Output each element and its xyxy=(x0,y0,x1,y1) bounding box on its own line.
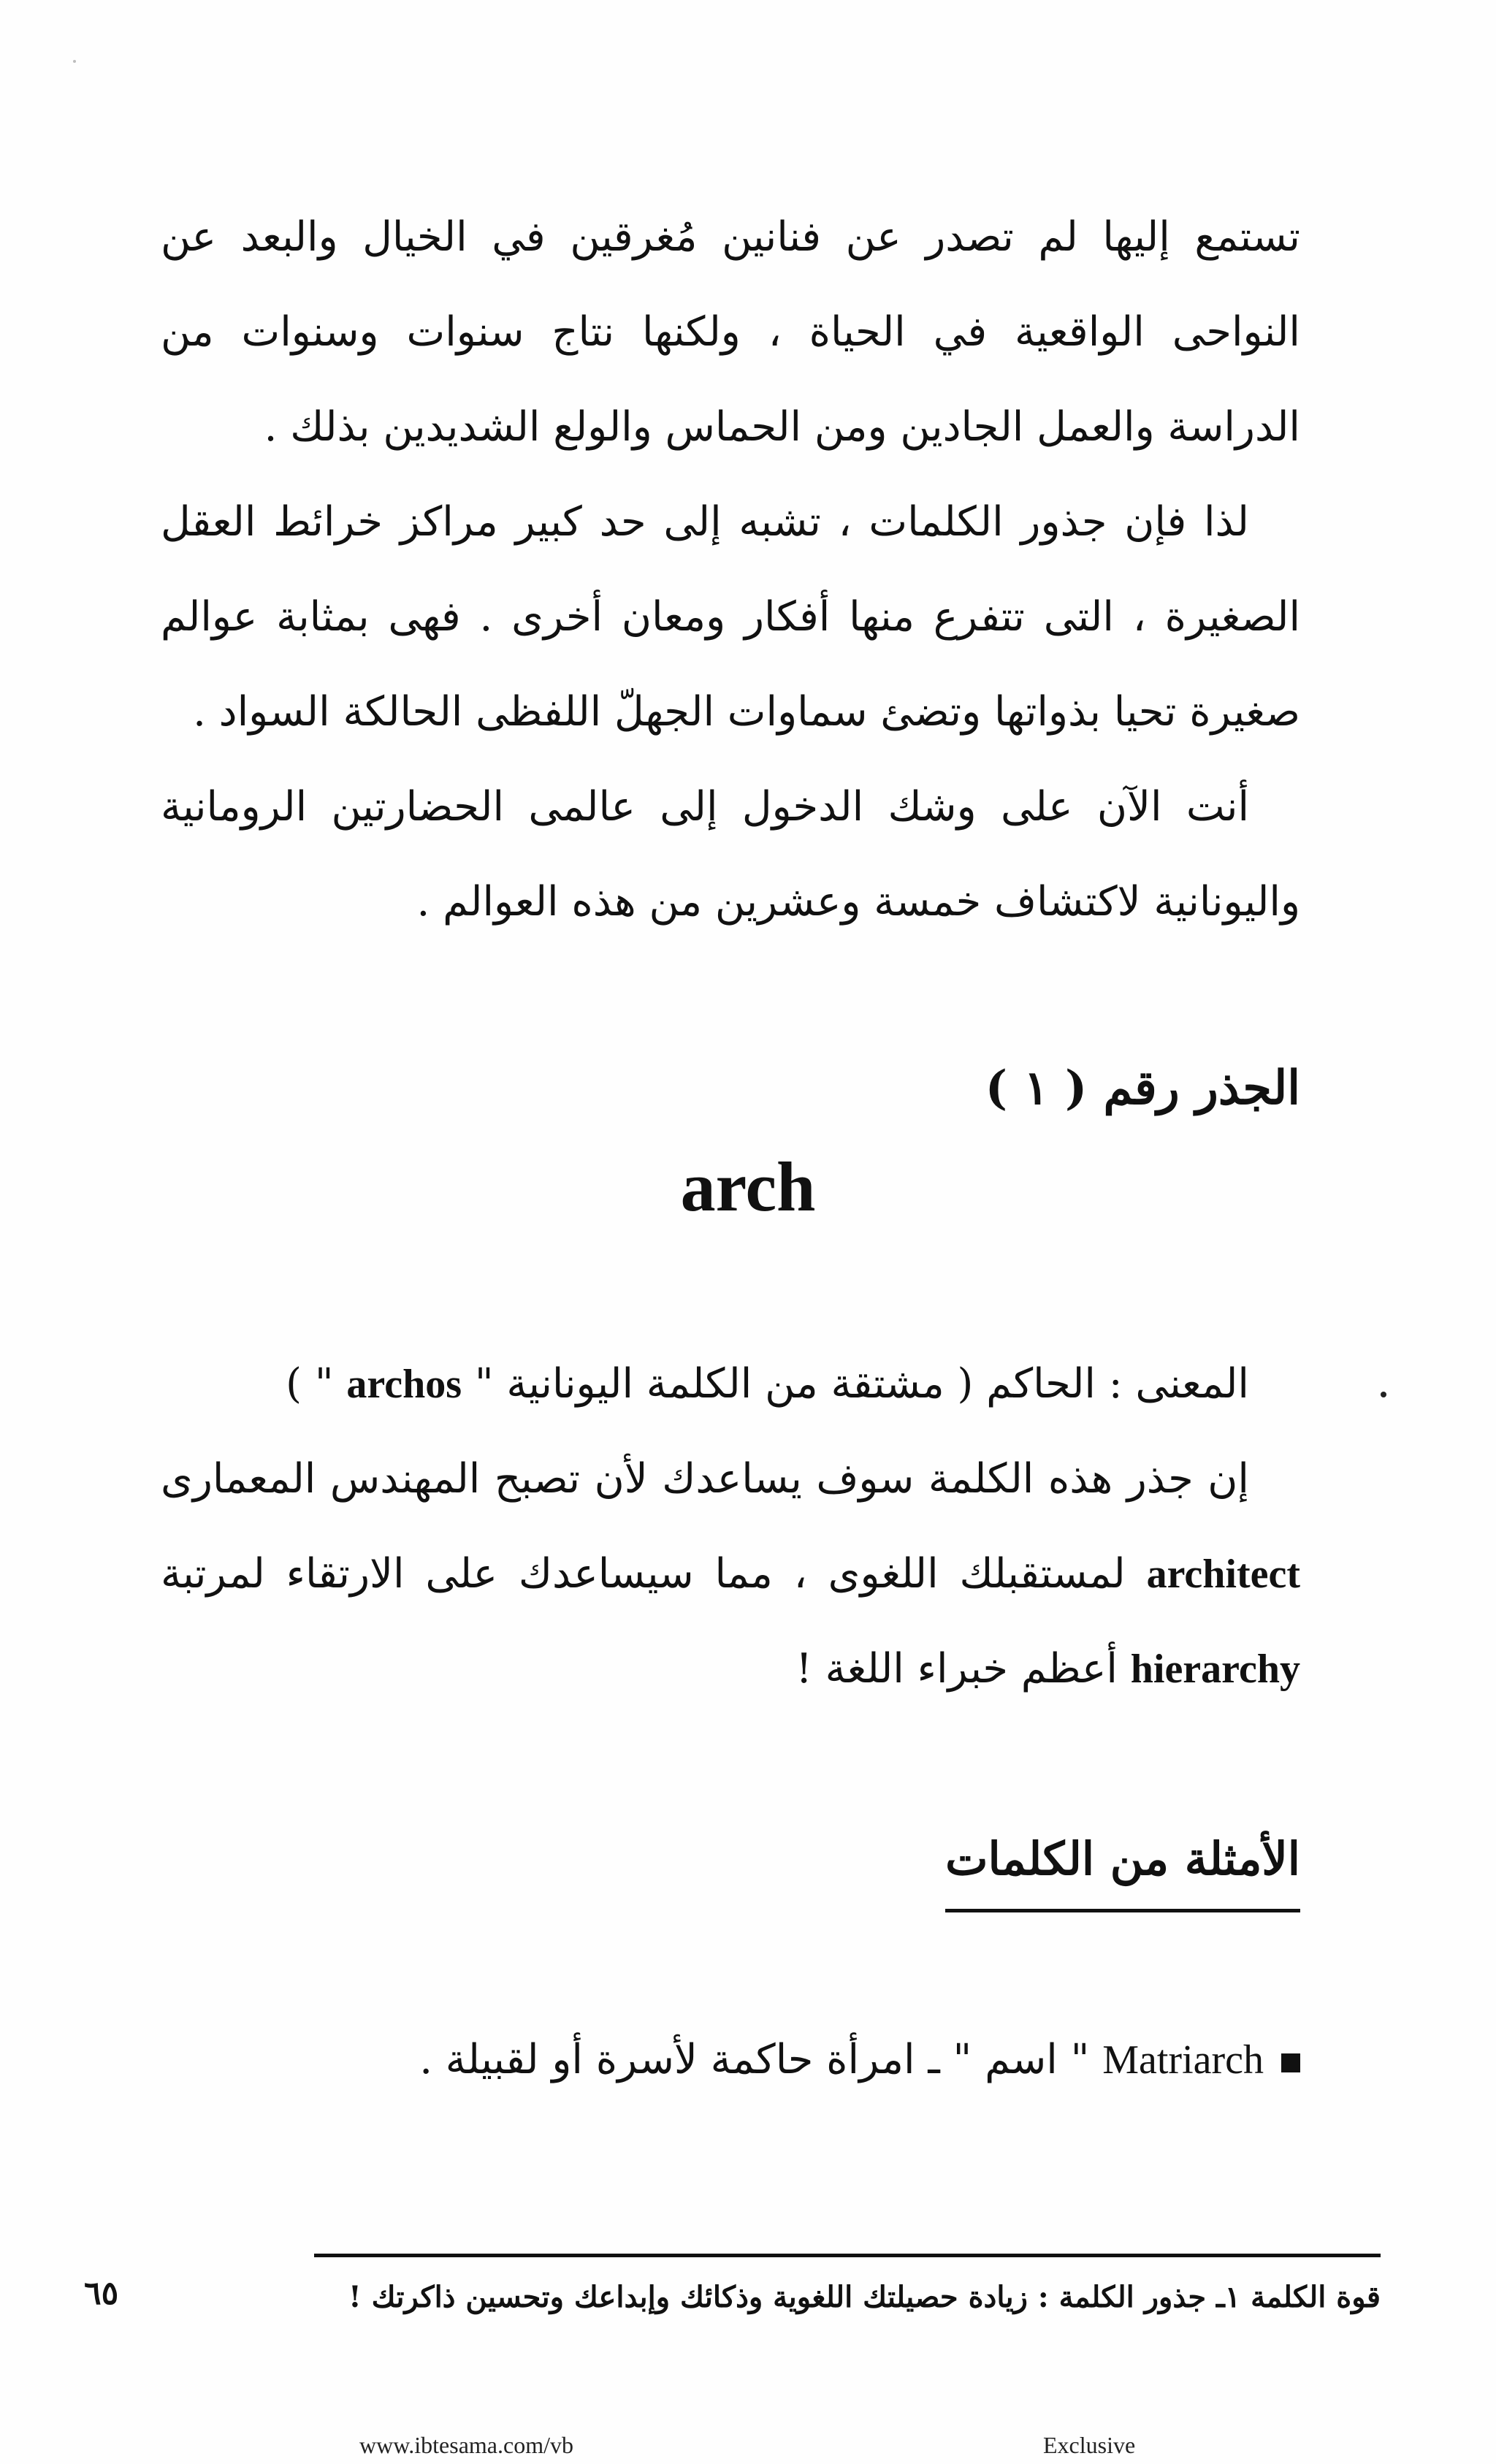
example-definition: " اسم " ـ امرأة حاكمة لأسرة أو لقبيلة . xyxy=(419,2036,1090,2083)
meaning-prefix: المعنى : الحاكم ( مشتقة من الكلمة اليونانية " xyxy=(474,1360,1249,1408)
intro-text xyxy=(161,190,1300,950)
watermark-label: Exclusive xyxy=(1043,2432,1136,2458)
explanation-term-hierarchy: hierarchy xyxy=(1130,1647,1300,1692)
intro-paragraph-3: أنت الآن على وشك الدخول إلى عالمى الحضارتين الرومانية واليونانية لاكتشاف خمسة وعشرين من هذه العوالم . xyxy=(161,783,1300,926)
footer-rule xyxy=(314,2254,1381,2257)
running-footer: قوة الكلمة ١ـ جذور الكلمة : زيادة حصيلتك اللغوية وذكائك وإبداعك وتحسين ذاكرتك ! xyxy=(348,2280,1381,2314)
watermark-url: www.ibtesama.com/vb xyxy=(359,2432,573,2458)
example-term: Matriarch xyxy=(1102,2037,1264,2083)
intro-paragraph-1: تستمع إليها لم تصدر عن فنانين مُغرقين في الخيال والبعد عن النواحى الواقعية في الحياة ، ولكنها نتاج سنوات وسنوات من الدراسة والعمل الجادين ومن الحماس والولع الشديدين بذلك . xyxy=(161,213,1300,451)
root-number-heading: الجذر رقم ( ١ ) xyxy=(985,1061,1300,1115)
page-number: ٦٥ xyxy=(84,2275,119,2312)
explanation-part-2: لمستقبلك اللغوى ، مما سيساعدك على الارتقاء لمرتبة xyxy=(161,1550,1126,1598)
meaning-line xyxy=(161,1337,1300,1432)
intro-paragraph-2: لذا فإن جذور الكلمات ، تشبه إلى حد كبير مراكز خرائط العقل الصغيرة ، التى تتفرع منها أفكار ومعان أخرى . فهى بمثابة عوالم صغيرة تحيا بذواتها وتضئ سماوات الجهلّ اللفظى الحالكة السواد . xyxy=(161,498,1300,736)
root-word: arch xyxy=(680,1148,816,1226)
meaning-suffix: " ) xyxy=(286,1360,334,1408)
explanation-term-architect: architect xyxy=(1146,1552,1300,1597)
scan-speck xyxy=(73,60,76,63)
example-item xyxy=(161,2016,1300,2104)
explanation-part-3: أعظم خبراء اللغة ! xyxy=(795,1645,1118,1693)
explanation-part-1: إن جذر هذه الكلمة سوف يساعدك لأن تصبح المهندس المعمارى xyxy=(161,1455,1249,1503)
root-meaning-block xyxy=(161,1337,1300,1717)
stray-dot xyxy=(1381,1392,1386,1397)
meaning-term: archos xyxy=(346,1362,462,1407)
explanation-paragraph xyxy=(161,1432,1300,1717)
square-bullet-icon xyxy=(1281,2053,1300,2072)
examples-heading: الأمثلة من الكلمات xyxy=(945,1823,1300,1912)
